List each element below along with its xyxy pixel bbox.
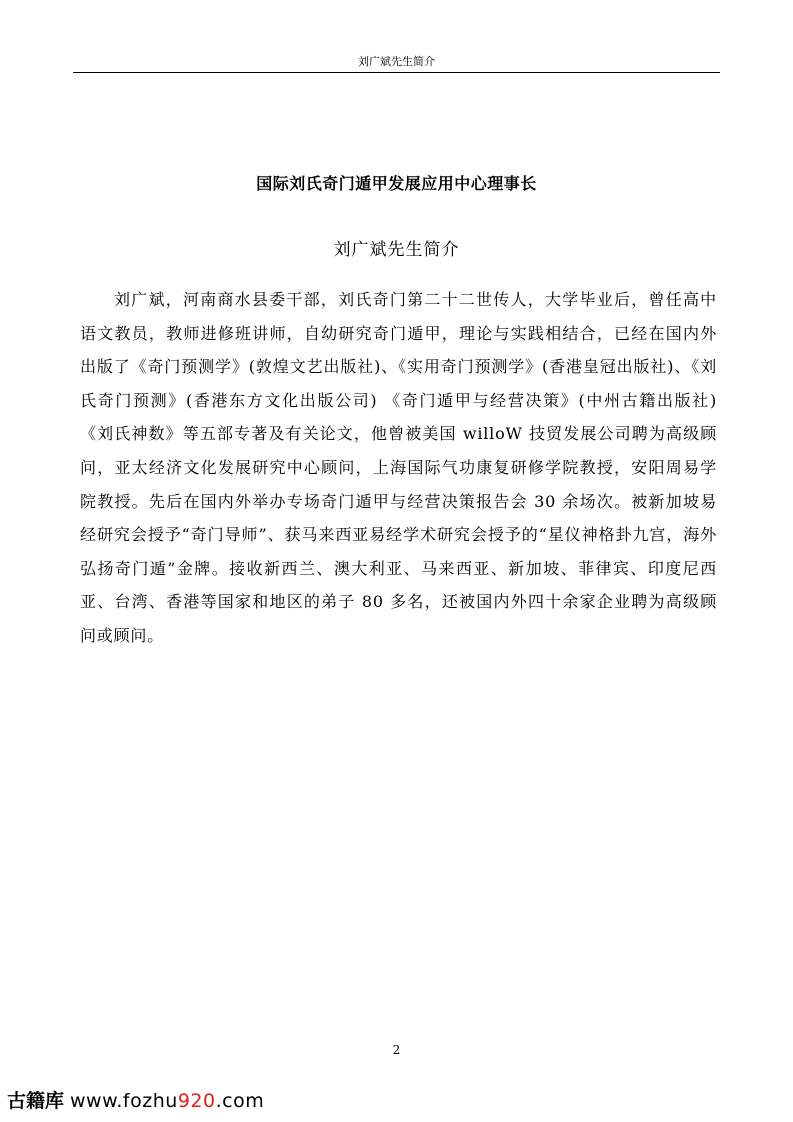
header-divider [73,72,720,73]
watermark-url-number: 920 [177,1090,216,1112]
watermark [7,1089,264,1113]
watermark-url-suffix: .com [215,1090,265,1112]
running-header: 刘广斌先生简介 [358,55,435,68]
watermark-brand: 古籍库 [7,1090,65,1112]
watermark-url-prefix: www.fozhu [70,1090,178,1112]
watermark-url [70,1090,264,1112]
document-title: 国际刘氏奇门遁甲发展应用中心理事长 [256,174,537,193]
page-number: 2 [392,1043,401,1057]
document-subtitle: 刘广斌先生简介 [333,240,460,260]
biography-paragraph: 刘广斌，河南商水县委干部，刘氏奇门第二十二世传人，大学毕业后，曾任高中语文教员，教师进修班讲师，自幼研究奇门遁甲，理论与实践相结合，已经在国内外出版了《奇门预测学》(敦煌文艺出版社)、《实用奇门预测学》(香港皇冠出版社)、《刘氏奇门预测》(香港东方文化出版公司) 《奇门遁甲与经营决策》(中州古籍出版社)《刘氏神数》等五部专著及有关论文，他曾被美国 willoW 技贸发展公司聘为高级顾问，亚太经济文化发展研究中心顾问，上海国际气功康复研修学院教授，安阳周易学院教授。先后在国内外举办专场奇门遁甲与经营决策报告会 30 余场次。被新加坡易经研究会授予“奇门导师”、获马来西亚易经学术研究会授予的“星仪神格卦九宫，海外弘扬奇门遁”金牌。接收新西兰、澳大利亚、马来西亚、新加坡、菲律宾、印度尼西亚、台湾、香港等国家和地区的弟子 80 多名，还被国内外四十余家企业聘为高级顾问或顾问。 [80,290,717,645]
